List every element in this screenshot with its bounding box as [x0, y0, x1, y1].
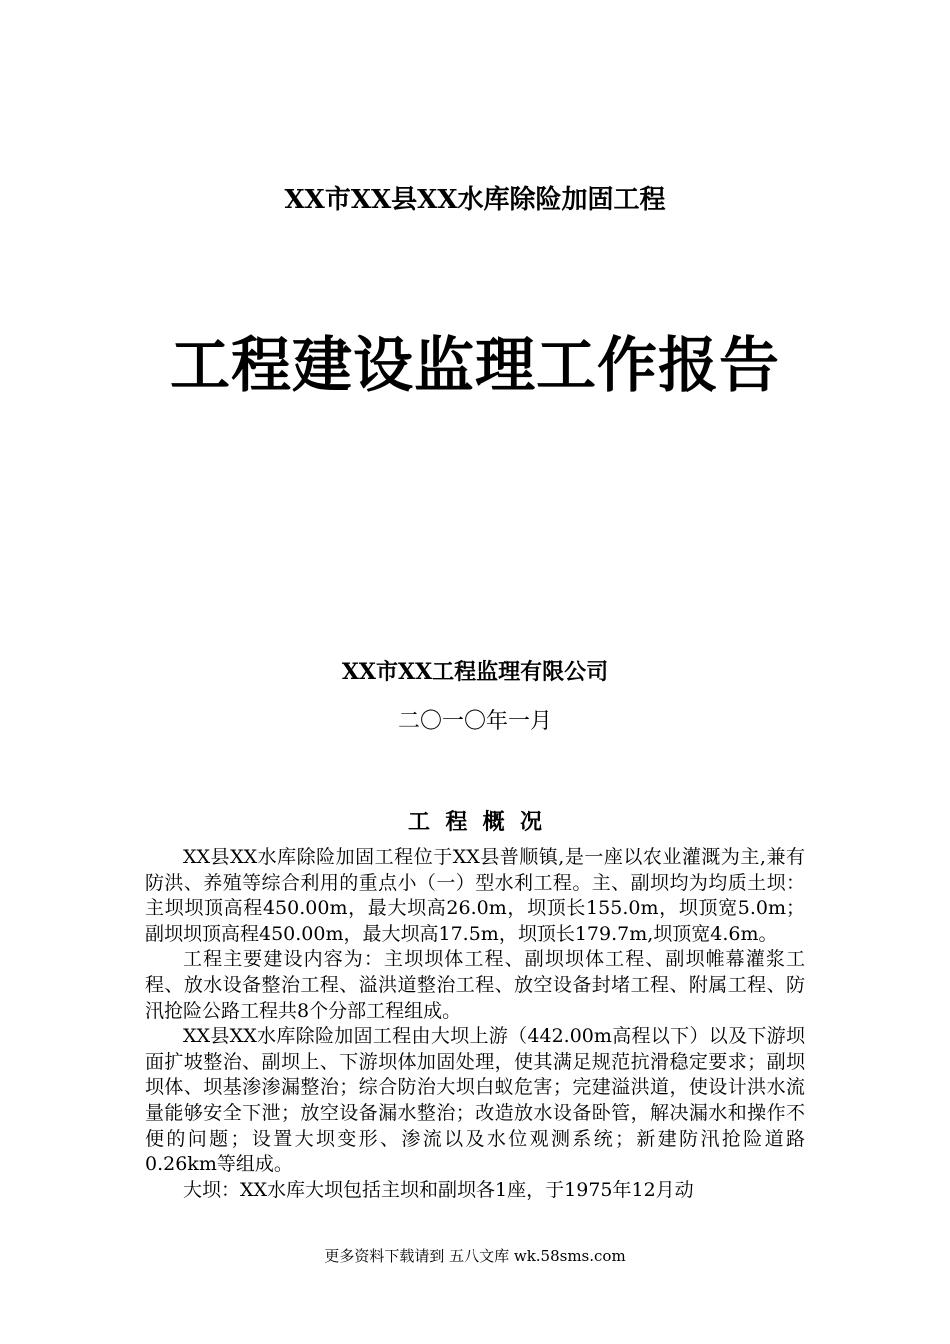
- overview-paragraph: 工程主要建设内容为：主坝坝体工程、副坝坝体工程、副坝帷幕灌浆工程、放水设备整治工程、溢洪道整治工程、放空设备封堵工程、附属工程、防汛抢险公路工程共8个分部工程组成。: [145, 948, 805, 1022]
- report-date: 二〇一〇年一月: [397, 709, 552, 734]
- footer-link-text: 更多资料下载请到 五八文库 wk.58sms.com: [324, 1247, 626, 1265]
- overview-paragraph: XX县XX水库除险加固工程位于XX县普顺镇,是一座以农业灌溉为主,兼有防洪、养殖等综合利用的重点小（一）型水利工程。主、副坝均为均质土坝：主坝坝顶高程450.00m，最大坝高26.0m，坝顶长155.0m，坝顶宽5.0m；副坝坝顶高程450.00m，最大坝高17.5m，坝顶长179.7m,坝顶宽4.6m。: [145, 846, 805, 945]
- company-name: XX市XX工程监理有限公司: [341, 659, 609, 685]
- overview-paragraph: XX县XX水库除险加固工程由大坝上游（442.00m高程以下）以及下游坝面扩坡整治、副坝上、下游坝体加固处理，使其满足规范抗滑稳定要求；副坝坝体、坝基渗渗漏整治；综合防治大坝白蚁危害；完建溢洪道，使设计洪水流量能够安全下泄；放空设备漏水整治；改造放水设备卧管，解决漏水和操作不便的问题；设置大坝变形、渗流以及水位观测系统；新建防汛抢险道路0.26km等组成。: [145, 1025, 805, 1176]
- report-title: 工程建设监理工作报告: [170, 331, 780, 401]
- overview-paragraph: 大坝：XX水库大坝包括主坝和副坝各1座，于1975年12月动: [183, 1178, 694, 1201]
- project-title: XX市XX县XX水库除险加固工程: [284, 185, 666, 215]
- overview-body: [145, 845, 805, 1203]
- section-heading: 工 程 概 况: [408, 809, 542, 835]
